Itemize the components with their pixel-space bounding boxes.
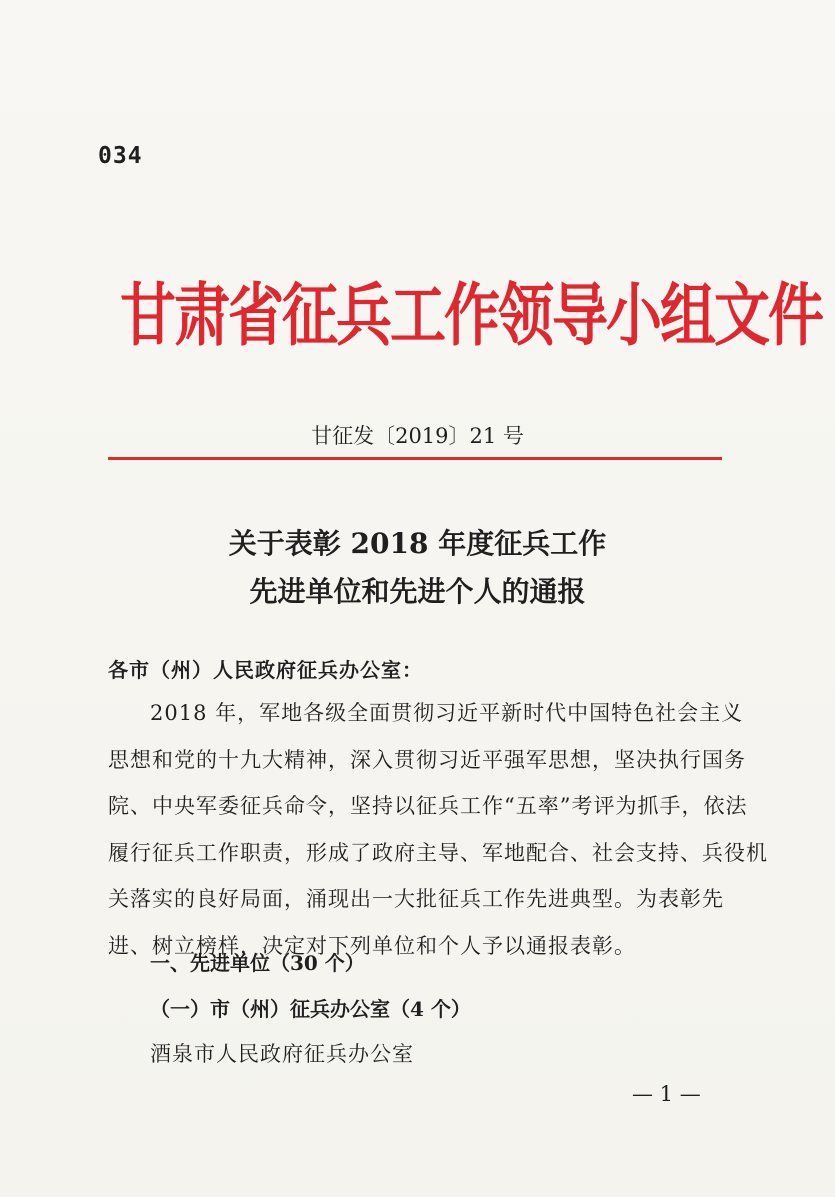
document-title-line-1: 关于表彰 2018 年度征兵工作 (228, 527, 607, 560)
body-line: 思想和党的十九大精神，深入贯彻习近平强军思想，坚决执行国务 (108, 747, 746, 772)
subsection-heading: （一）市（州）征兵办公室（4 个） (150, 997, 471, 1021)
page-number: — 1 — (632, 1082, 701, 1106)
body-line: 关落实的良好局面，涌现出一大批征兵工作先进典型。为表彰先 (108, 887, 724, 911)
serial-number: 034 (98, 143, 143, 169)
body-paragraph (108, 690, 768, 969)
document-number: 甘征发〔2019〕21 号 (311, 424, 524, 448)
body-line: 履行征兵工作职责，形成了政府主导、军地配合、社会支持、兵役机 (108, 840, 768, 865)
body-line: 院、中央军委征兵命令，坚持以征兵工作“五率”考评为抓手，依法 (108, 794, 748, 818)
list-item: 酒泉市人民政府征兵办公室 (150, 1042, 414, 1066)
issuer-masthead: 甘肃省征兵工作领导小组文件 (120, 276, 822, 356)
red-divider (108, 457, 722, 460)
document-title-line-2: 先进单位和先进个人的通报 (249, 575, 586, 608)
section-heading: 一、先进单位（30 个） (150, 951, 365, 975)
salutation: 各市（州）人民政府征兵办公室： (108, 658, 423, 682)
body-line: 2018 年，军地各级全面贯彻习近平新时代中国特色社会主义 (150, 701, 744, 725)
body-line: 进、树立榜样，决定对下列单位和个人予以通报表彰。 (108, 933, 636, 958)
